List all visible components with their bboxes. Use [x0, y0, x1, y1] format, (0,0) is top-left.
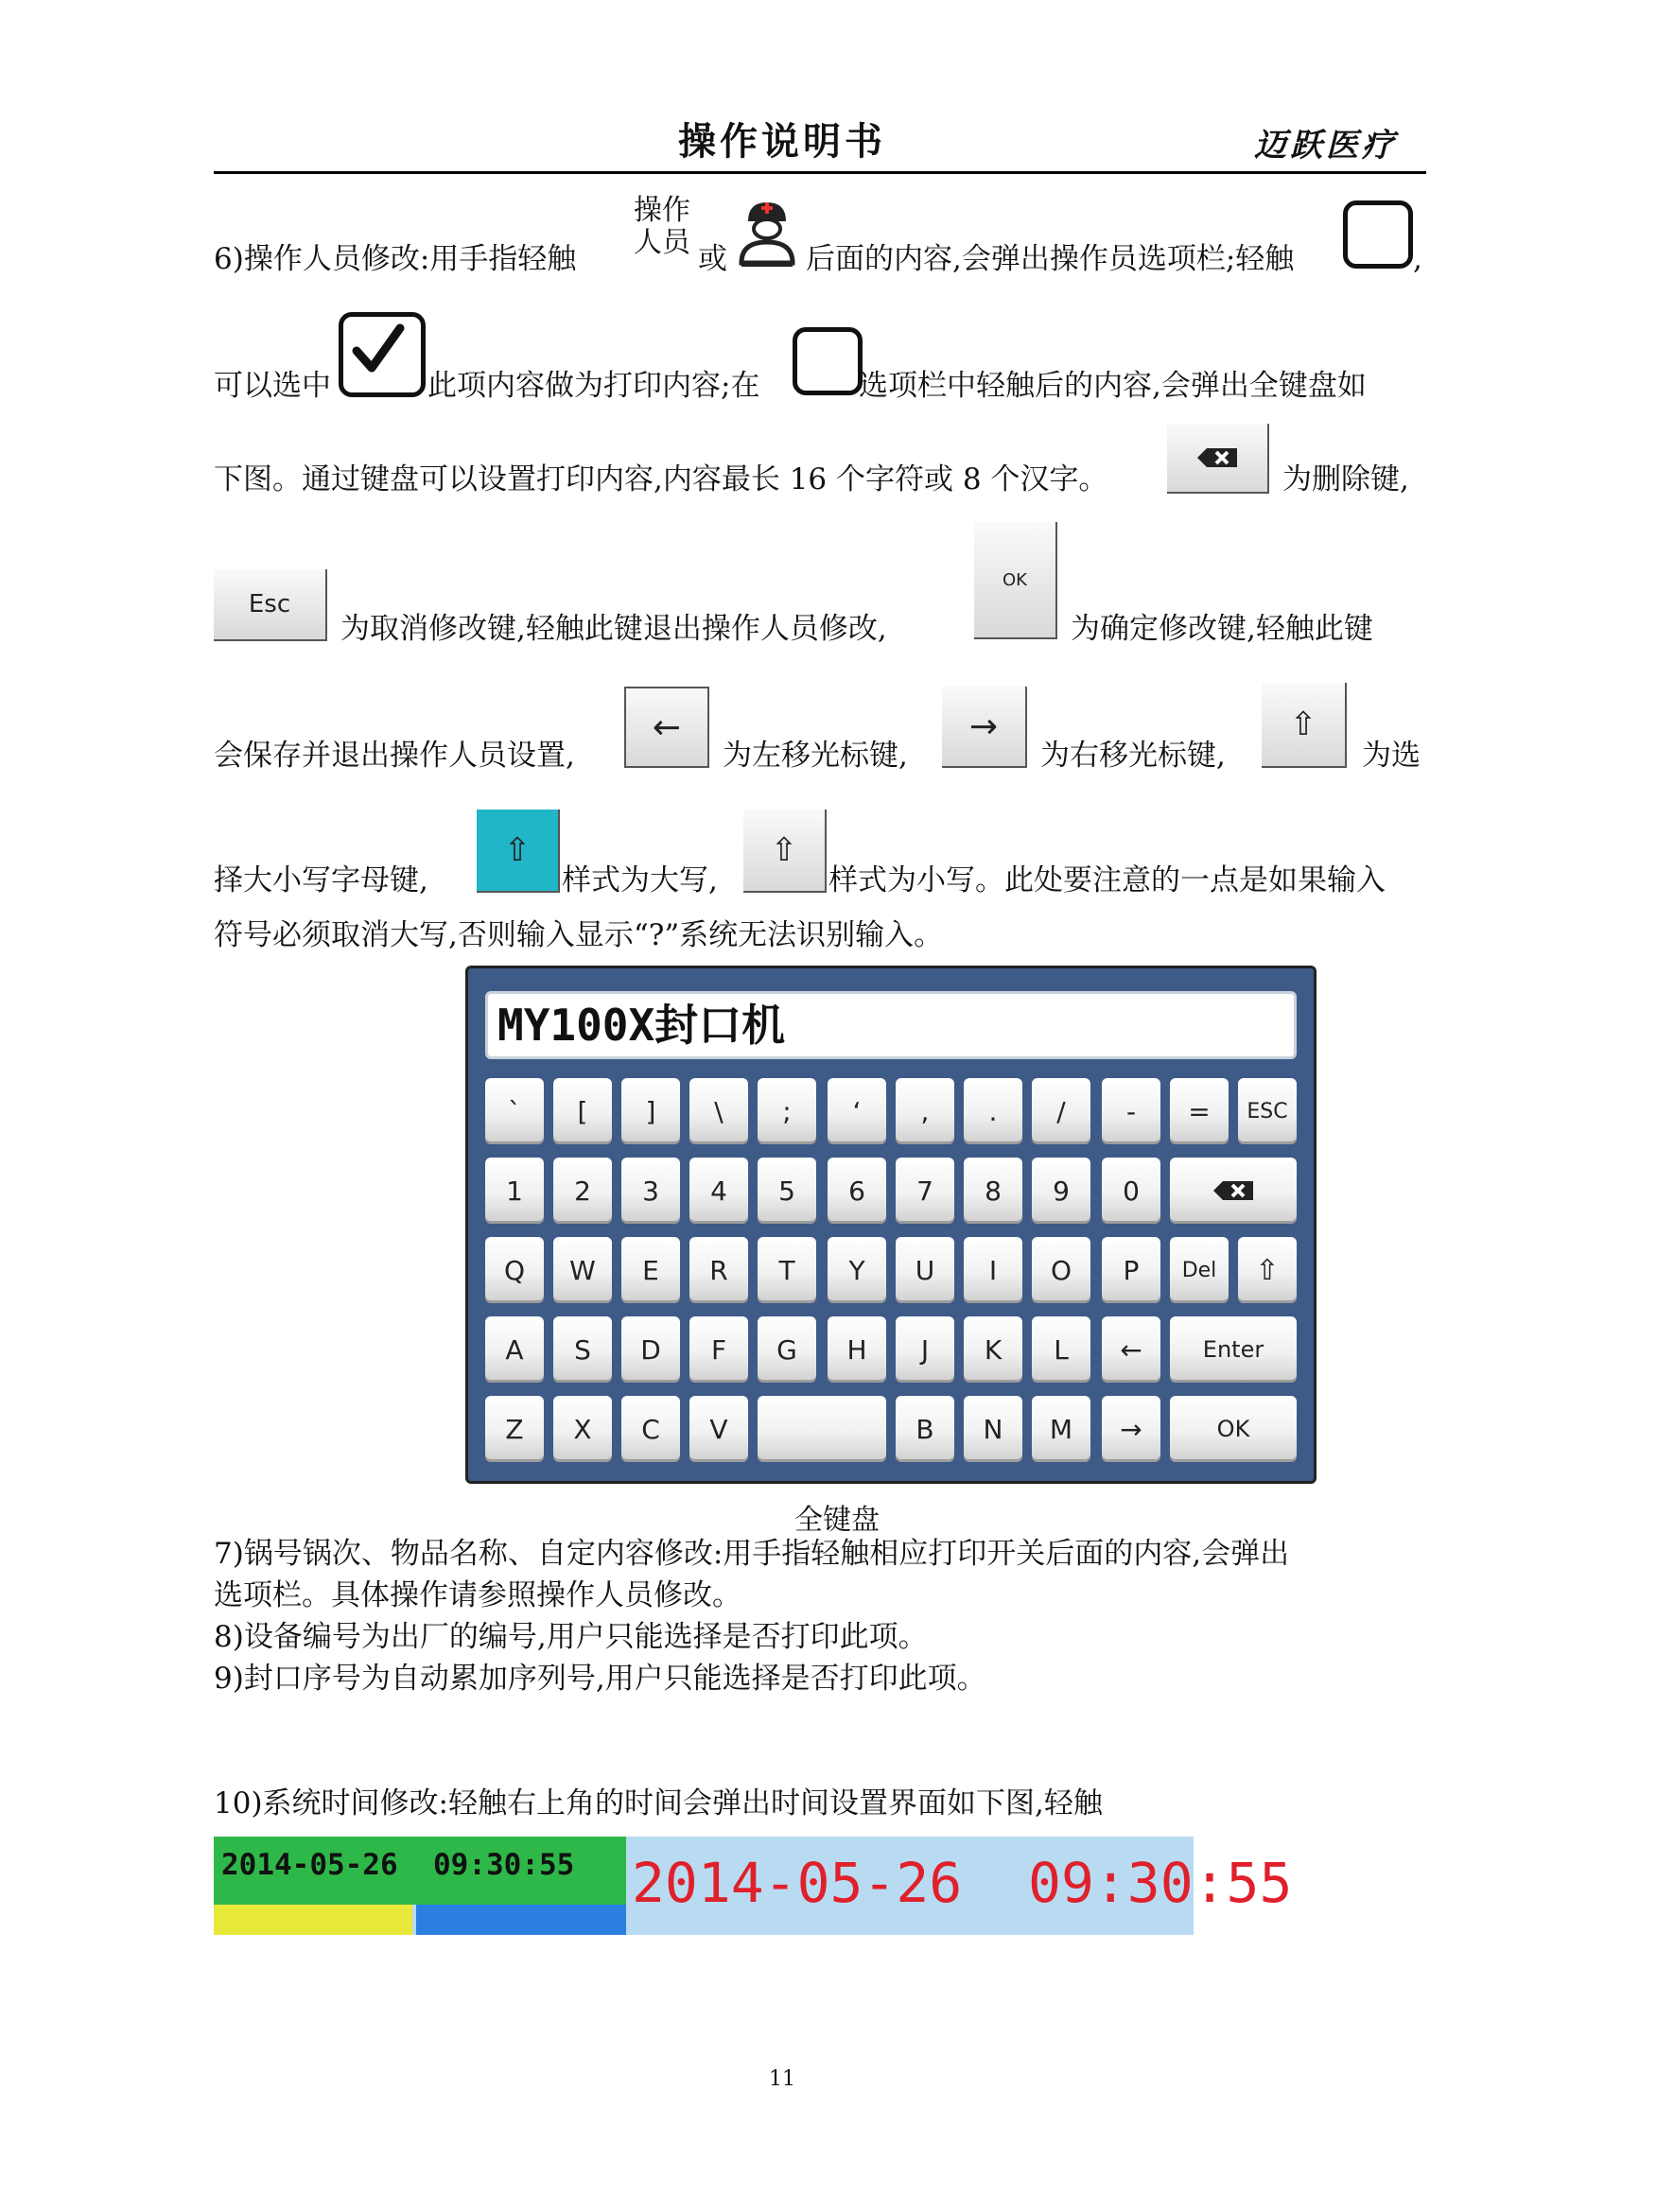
kb-key-h: H: [828, 1316, 886, 1383]
kb-key-9: 9: [1032, 1158, 1090, 1224]
kb-key-m: M: [1032, 1396, 1090, 1462]
kb-key-e: E: [621, 1237, 680, 1303]
checkbox-empty-icon-2: [793, 327, 863, 395]
kb-key-semicolon: ;: [758, 1078, 816, 1144]
small-yellow-panel: [214, 1905, 412, 1935]
keyboard-display: MY100X封口机: [485, 991, 1297, 1059]
kb-key-t: T: [758, 1237, 816, 1303]
kb-key-ok: OK: [1170, 1396, 1297, 1462]
para6-line5-d: 为选: [1362, 739, 1421, 773]
para6-line2-c: 选项栏中轻触后的内容,会弹出全键盘如: [859, 369, 1367, 403]
kb-key-j: J: [896, 1316, 954, 1383]
kb-key-equals: =: [1170, 1078, 1229, 1144]
checkbox-empty-icon: [1343, 200, 1413, 269]
checkbox-checked-icon: [339, 312, 426, 397]
kb-shift-icon: ⇧: [1238, 1237, 1297, 1303]
kb-key-r: R: [689, 1237, 748, 1303]
kb-key-g: G: [758, 1316, 816, 1383]
header-divider: [214, 171, 1426, 174]
kb-backspace-icon: [1170, 1158, 1297, 1224]
kb-key-v: V: [689, 1396, 748, 1462]
para6-line6-b: 样式为大写,: [562, 863, 718, 897]
kb-key-period: .: [964, 1078, 1022, 1144]
para6-line1-d: ,: [1413, 242, 1422, 276]
document-title: 操作说明书: [678, 120, 886, 164]
kb-key-space: [758, 1396, 886, 1462]
para6-line4-a: 为取消修改键,轻触此键退出操作人员修改,: [340, 612, 887, 646]
time-display-image: [214, 1837, 1293, 1935]
kb-key-x: X: [553, 1396, 612, 1462]
kb-key-6: 6: [828, 1158, 886, 1224]
kb-key-s: S: [553, 1316, 612, 1383]
shift-uppercase-icon: ⇧: [477, 810, 560, 893]
para6-line3-b: 为删除键,: [1282, 462, 1409, 496]
kb-key-i: I: [964, 1237, 1022, 1303]
para10: 10)系统时间修改:轻触右上角的时间会弹出时间设置界面如下图,轻触: [214, 1786, 1103, 1820]
para6-line1-c: 后面的内容,会弹出操作员选项栏;轻触: [806, 242, 1295, 276]
kb-key-del: Del: [1170, 1237, 1229, 1303]
kb-key-7: 7: [896, 1158, 954, 1224]
kb-key-2: 2: [553, 1158, 612, 1224]
left-arrow-key-icon: ←: [624, 687, 709, 768]
kb-key-4: 4: [689, 1158, 748, 1224]
large-time-text: 2014-05-26 09:30:55: [632, 1851, 1293, 1915]
para9: 9)封口序号为自动累加序列号,用户只能选择是否打印此项。: [214, 1662, 986, 1696]
kb-key-rbracket: ]: [621, 1078, 680, 1144]
kb-key-minus: -: [1102, 1078, 1160, 1144]
para6-line6-c: 样式为小写。此处要注意的一点是如果输入: [828, 863, 1386, 897]
kb-key-c: C: [621, 1396, 680, 1462]
para7-line2: 选项栏。具体操作请参照操作人员修改。: [214, 1578, 741, 1612]
para6-line5-a: 会保存并退出操作人员设置,: [214, 739, 575, 773]
para6-line4-b: 为确定修改键,轻触此键: [1071, 612, 1373, 646]
kb-key-comma: ,: [896, 1078, 954, 1144]
right-arrow-key-icon: →: [942, 687, 1027, 768]
para6-line2-b: 此项内容做为打印内容;在: [427, 369, 760, 403]
brand-name: 迈跃医疗: [1254, 127, 1398, 165]
para6-line7: 符号必须取消大写,否则输入显示“?”系统无法识别输入。: [214, 918, 944, 952]
kb-key-backtick: `: [485, 1078, 544, 1144]
kb-key-w: W: [553, 1237, 612, 1303]
kb-key-f: F: [689, 1316, 748, 1383]
kb-key-o: O: [1032, 1237, 1090, 1303]
para7-line1: 7)锅号锅次、物品名称、自定内容修改:用手指轻触相应打印开关后面的内容,会弹出: [214, 1537, 1290, 1571]
para6-line6-a: 择大小写字母键,: [214, 863, 428, 897]
kb-key-lbracket: [: [553, 1078, 612, 1144]
para8: 8)设备编号为出厂的编号,用户只能选择是否打印此项。: [214, 1620, 928, 1654]
kb-key-backslash: \: [689, 1078, 748, 1144]
operator-label-icon: 操作 人员: [634, 194, 690, 259]
shift-key-icon: ⇧: [1262, 683, 1347, 768]
kb-key-8: 8: [964, 1158, 1022, 1224]
para6-line5-c: 为右移光标键,: [1040, 739, 1226, 773]
esc-key-icon: Esc: [214, 569, 327, 641]
kb-key-k: K: [964, 1316, 1022, 1383]
para6-line1-a: 6)操作人员修改:用手指轻触: [214, 242, 577, 276]
kb-key-b: B: [896, 1396, 954, 1462]
kb-key-enter: Enter: [1170, 1316, 1297, 1383]
kb-key-1: 1: [485, 1158, 544, 1224]
kb-key-u: U: [896, 1237, 954, 1303]
nurse-icon: [734, 195, 800, 270]
kb-key-n: N: [964, 1396, 1022, 1462]
kb-key-3: 3: [621, 1158, 680, 1224]
shift-lowercase-icon: ⇧: [743, 810, 827, 893]
keyboard-caption: 全键盘: [794, 1504, 880, 1537]
small-time-text: 2014-05-26 09:30:55: [221, 1848, 575, 1882]
kb-key-a: A: [485, 1316, 544, 1383]
kb-key-q: Q: [485, 1237, 544, 1303]
kb-key-d: D: [621, 1316, 680, 1383]
kb-left-arrow-key: ←: [1102, 1316, 1160, 1383]
small-blue-panel: [416, 1905, 626, 1935]
kb-right-arrow-key: →: [1102, 1396, 1160, 1462]
kb-key-quote: ‘: [828, 1078, 886, 1144]
para6-line1-b: 或: [698, 242, 727, 276]
kb-key-p: P: [1102, 1237, 1160, 1303]
para6-line3-a: 下图。通过键盘可以设置打印内容,内容最长 16 个字符或 8 个汉字。: [214, 462, 1108, 496]
kb-key-5: 5: [758, 1158, 816, 1224]
kb-key-z: Z: [485, 1396, 544, 1462]
para6-line2-a: 可以选中: [214, 369, 331, 403]
kb-key-0: 0: [1102, 1158, 1160, 1224]
full-keyboard-image: [465, 966, 1317, 1484]
kb-key-slash: /: [1032, 1078, 1090, 1144]
para6-line5-b: 为左移光标键,: [723, 739, 908, 773]
page-number: 11: [769, 2067, 795, 2091]
kb-key-y: Y: [828, 1237, 886, 1303]
backspace-key-icon: [1167, 424, 1269, 494]
kb-key-esc: ESC: [1238, 1078, 1297, 1144]
kb-key-l: L: [1032, 1316, 1090, 1383]
ok-key-icon: OK: [974, 522, 1057, 639]
